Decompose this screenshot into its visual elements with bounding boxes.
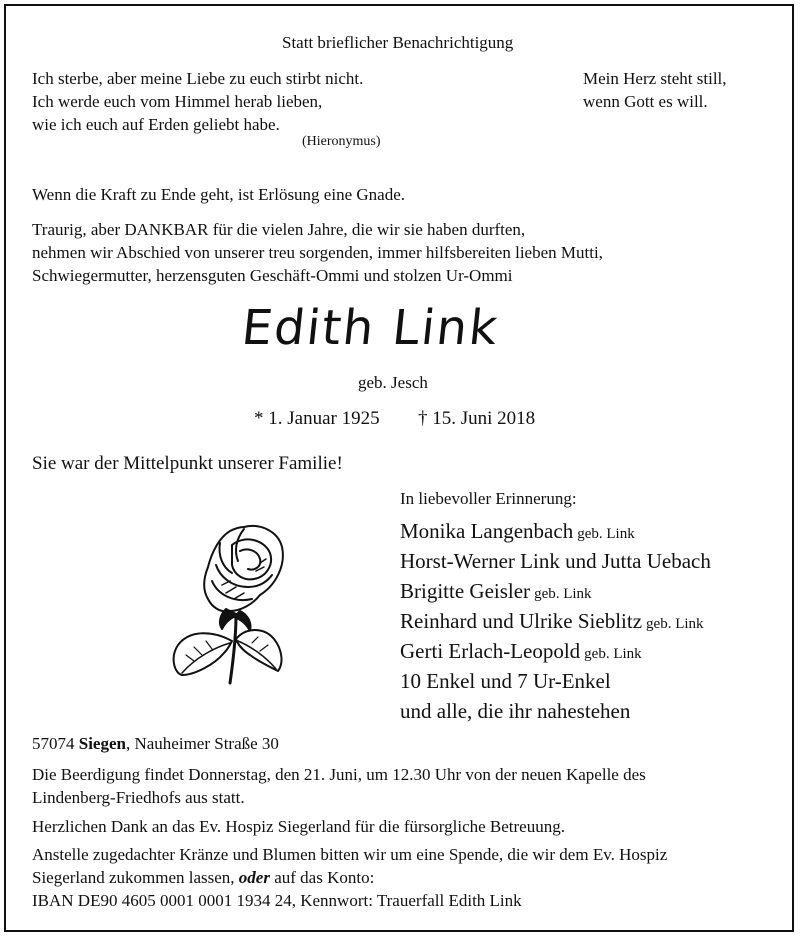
quote: Wenn die Kraft zu Ende geht, ist Erlösung eine Gnade.	[32, 185, 405, 204]
address	[32, 732, 279, 755]
poem-right-line1: Mein Herz steht still,	[583, 69, 727, 88]
intro-text	[32, 218, 603, 287]
poem-right	[583, 67, 727, 113]
mourner-1: Monika Langenbach geb. Link	[400, 519, 635, 543]
poem-author: (Hieronymus)	[302, 134, 381, 149]
mourner-3: Brigitte Geisler geb. Link	[400, 579, 592, 603]
funeral-line1: Die Beerdigung findet Donnerstag, den 21. Juni, um 12.30 Uhr von der neuen Kapelle des	[32, 765, 646, 784]
memory-header: In liebevoller Erinnerung:	[400, 489, 577, 508]
mourner-5: Gerti Erlach-Leopold geb. Link	[400, 639, 642, 663]
intro-line3: Schwiegermutter, herzensguten Geschäft-Ommi und stolzen Ur-Ommi	[32, 266, 513, 285]
mourner-7: und alle, die ihr nahestehen	[400, 699, 631, 723]
address-city: Siegen	[78, 734, 126, 753]
rose-icon	[160, 515, 290, 685]
poem-left-line2: Ich werde euch vom Himmel herab lieben,	[32, 92, 323, 111]
mourner-2: Horst-Werner Link und Jutta Uebach	[400, 549, 711, 573]
thanks-line: Herzlichen Dank an das Ev. Hospiz Siegerland für die fürsorgliche Betreuung.	[32, 817, 565, 836]
funeral-line2: Lindenberg-Friedhofs aus statt.	[32, 788, 245, 807]
donation-line3: IBAN DE90 4605 0001 0001 1934 24, Kennwort: Trauerfall Edith Link	[32, 891, 522, 910]
maiden-name: geb. Jesch	[358, 373, 428, 392]
mourner-6: 10 Enkel und 7 Ur-Enkel	[400, 669, 611, 693]
header-line: Statt brieflicher Benachrichtigung	[282, 33, 514, 52]
address-street: , Nauheimer Straße 30	[125, 734, 279, 753]
address-zip: 57074	[32, 734, 75, 753]
poem-left	[32, 67, 363, 136]
mourner-4: Reinhard und Ulrike Sieblitz geb. Link	[400, 609, 704, 633]
donation-line1: Anstelle zugedachter Kränze und Blumen bitten wir um eine Spende, die wir dem Ev. Hospiz	[32, 845, 668, 864]
birth-date: * 1. Januar 1925	[254, 408, 380, 429]
donation-info	[32, 843, 667, 912]
poem-left-line3: wie ich euch auf Erden geliebt habe.	[32, 115, 280, 134]
mourners-list	[400, 516, 715, 726]
poem-left-line1: Ich sterbe, aber meine Liebe zu euch stirbt nicht.	[32, 69, 364, 88]
intro-line1: Traurig, aber DANKBAR für die vielen Jahre, die wir sie haben durften,	[32, 220, 526, 239]
poem-right-line2: wenn Gott es will.	[583, 92, 708, 111]
funeral-info	[32, 763, 646, 809]
deceased-name: Edith Link	[239, 300, 502, 356]
intro-line2: nehmen wir Abschied von unserer treu sorgenden, immer hilfsbereiten lieben Mutti,	[32, 243, 603, 262]
donation-line2: Siegerland zukommen lassen, oder auf das Konto:	[32, 868, 375, 887]
death-date: † 15. Juni 2018	[418, 408, 536, 429]
center-statement: Sie war der Mittelpunkt unserer Familie!	[32, 453, 343, 474]
